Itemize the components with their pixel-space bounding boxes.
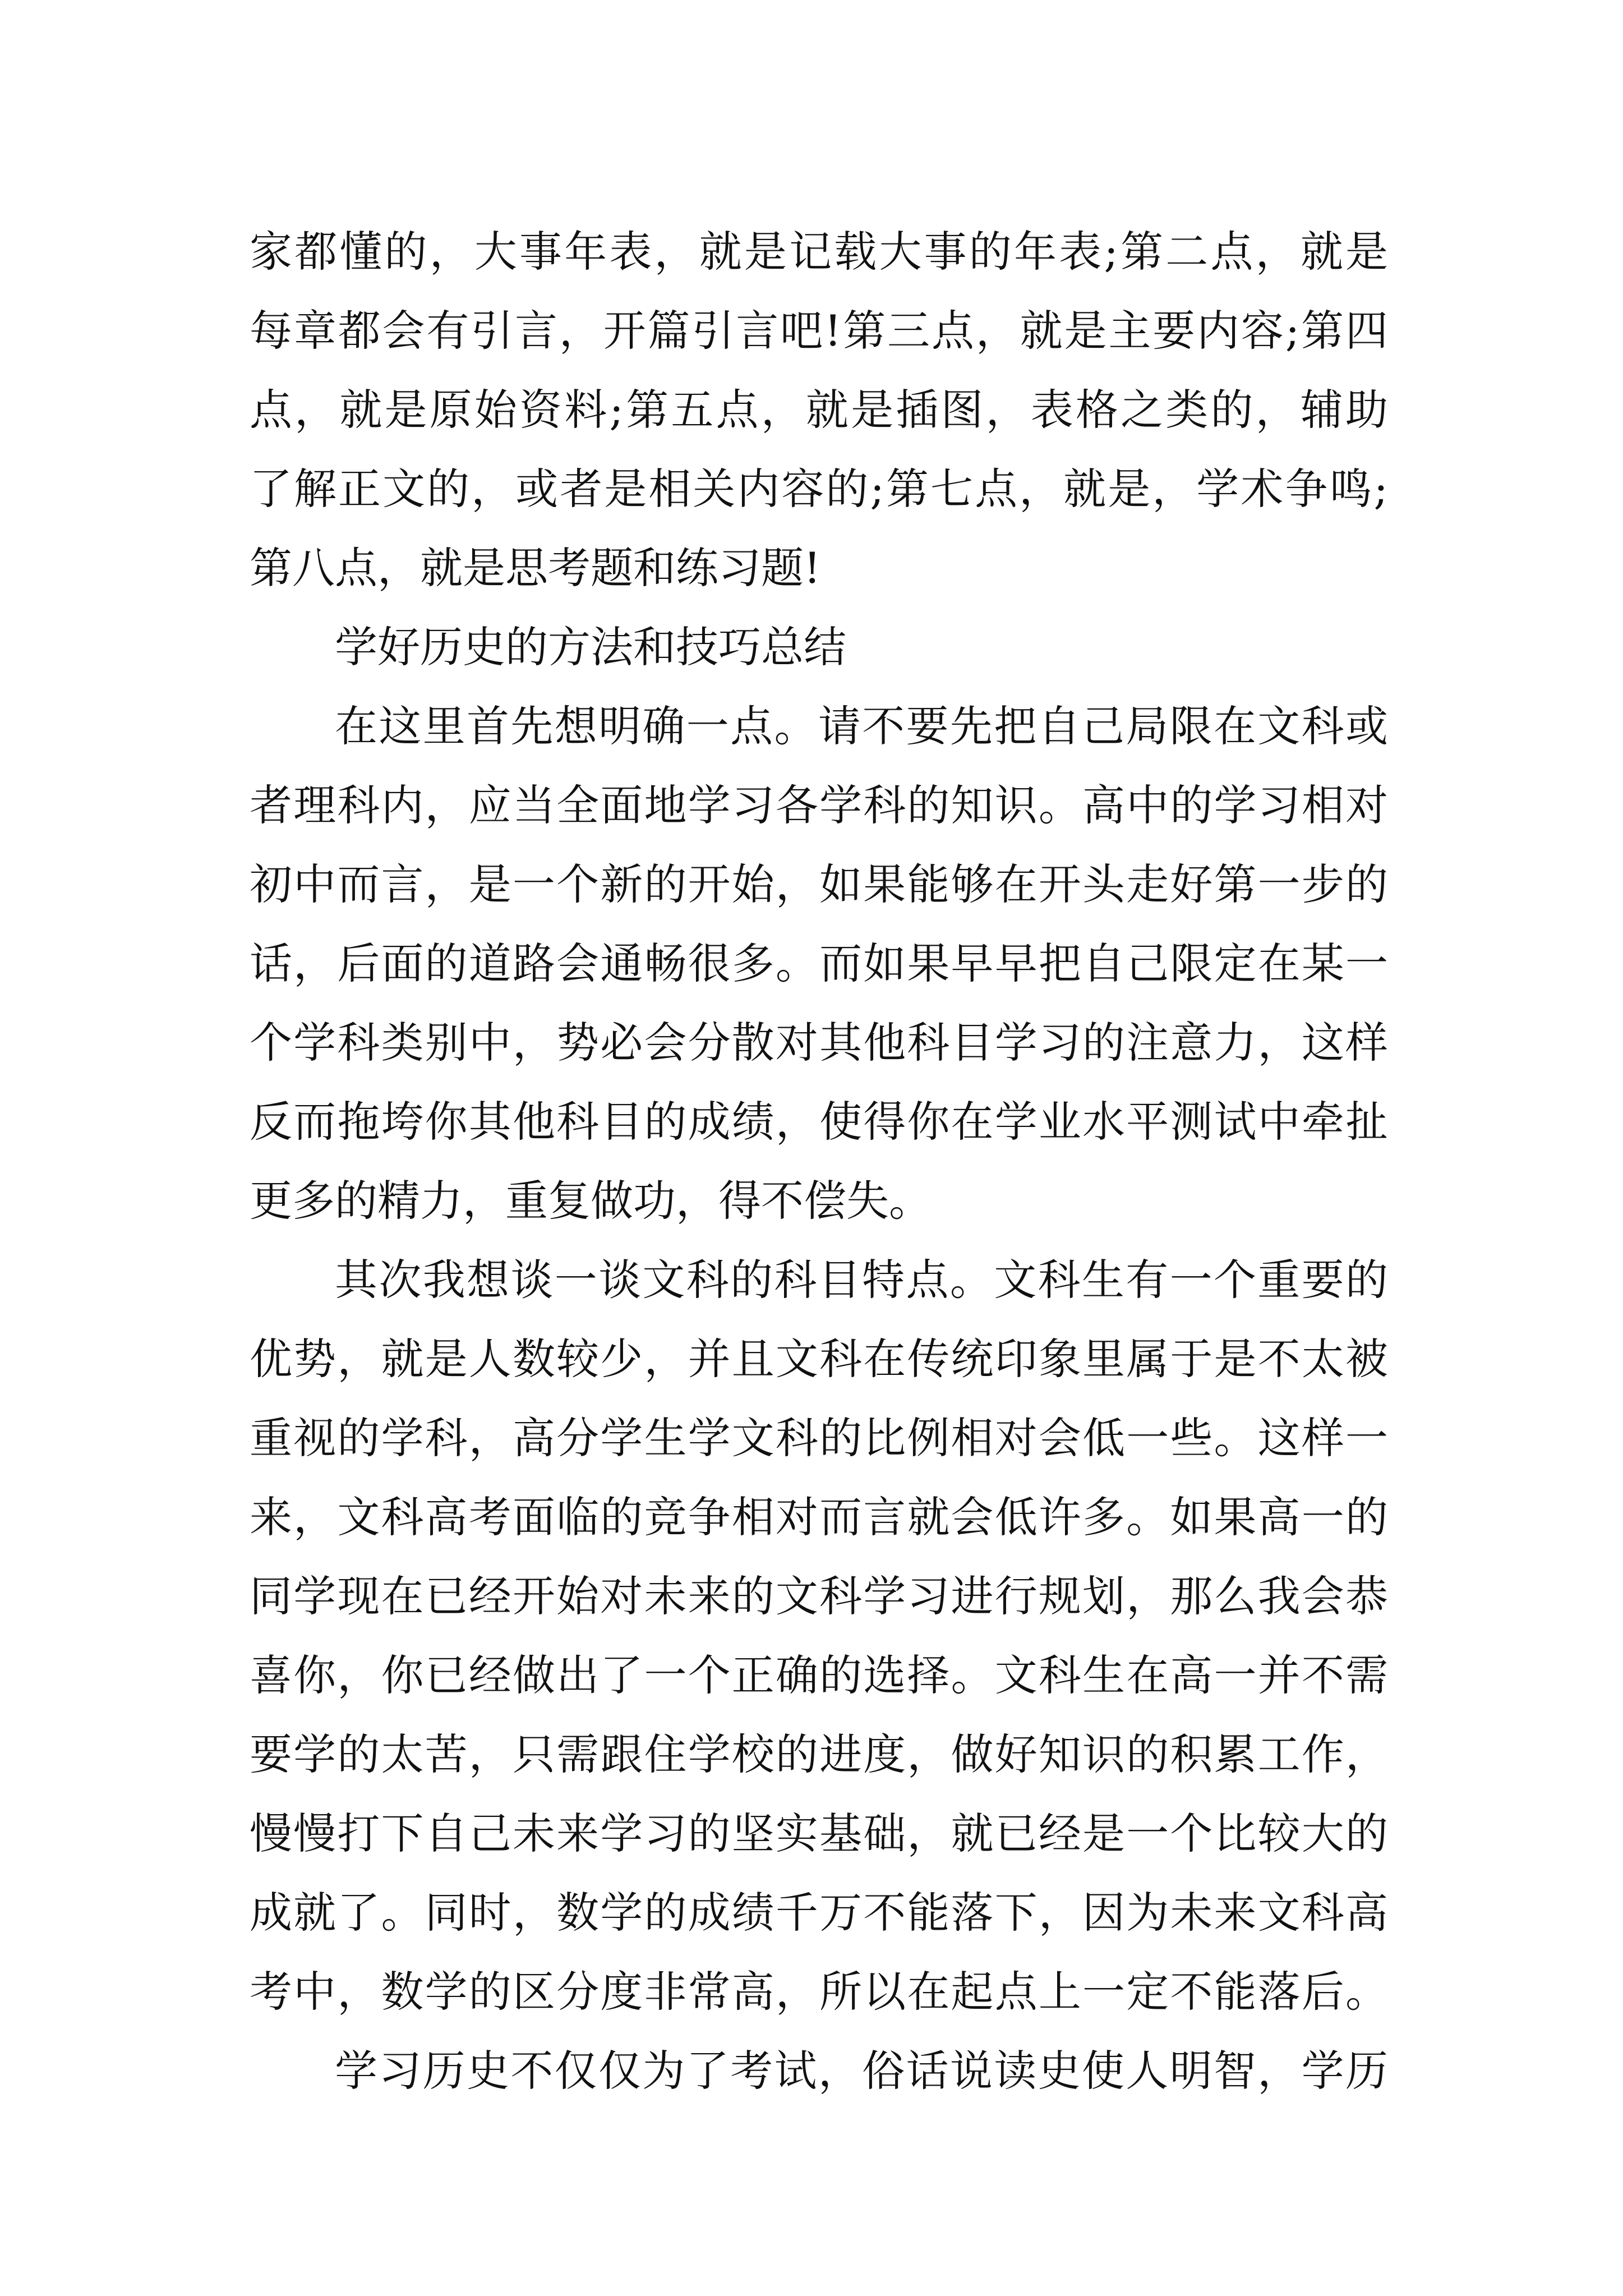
text-line: 其次我想谈一谈文科的科目特点。文科生有一个重要的 xyxy=(335,1255,1388,1305)
text-line: 慢慢打下自己未来学习的坚实基础，就已经是一个比较大的 xyxy=(250,1809,1388,1858)
text-line: 来，文科高考面临的竞争相对而言就会低许多。如果高一的 xyxy=(250,1492,1388,1542)
text-line: 考中，数学的区分度非常高，所以在起点上一定不能落后。 xyxy=(250,1967,1388,2017)
text-line: 学习历史不仅仅为了考试，俗话说读史使人明智，学历 xyxy=(335,2046,1388,2096)
text-line: 成就了。同时，数学的成绩千万不能落下，因为未来文科高 xyxy=(250,1888,1388,1938)
text-line: 学好历史的方法和技巧总结 xyxy=(335,622,846,672)
document-body xyxy=(250,212,1388,2110)
text-line: 喜你，你已经做出了一个正确的选择。文科生在高一并不需 xyxy=(250,1650,1388,1700)
text-line: 要学的太苦，只需跟住学校的进度，做好知识的积累工作， xyxy=(250,1729,1388,1779)
text-line: 点，就是原始资料;第五点，就是插图，表格之类的，辅助 xyxy=(250,385,1388,435)
text-line: 话，后面的道路会通畅很多。而如果早早把自己限定在某一 xyxy=(250,938,1388,988)
text-line: 者理科内，应当全面地学习各学科的知识。高中的学习相对 xyxy=(250,780,1388,830)
text-line: 同学现在已经开始对未来的文科学习进行规划，那么我会恭 xyxy=(250,1571,1388,1621)
text-line: 重视的学科，高分学生学文科的比例相对会低一些。这样一 xyxy=(250,1413,1388,1463)
text-line: 优势，就是人数较少，并且文科在传统印象里属于是不太被 xyxy=(250,1334,1388,1384)
text-line: 反而拖垮你其他科目的成绩，使得你在学业水平测试中牵扯 xyxy=(250,1097,1388,1147)
text-line: 个学科类别中，势必会分散对其他科目学习的注意力，这样 xyxy=(250,1018,1388,1068)
text-line: 初中而言，是一个新的开始，如果能够在开头走好第一步的 xyxy=(250,859,1388,909)
text-line: 更多的精力，重复做功，得不偿失。 xyxy=(250,1176,932,1226)
text-line: 家都懂的，大事年表，就是记载大事的年表;第二点，就是 xyxy=(250,227,1388,277)
text-line: 了解正文的，或者是相关内容的;第七点，就是，学术争鸣; xyxy=(250,464,1388,514)
text-line: 在这里首先想明确一点。请不要先把自己局限在文科或 xyxy=(335,701,1388,751)
text-line: 第八点，就是思考题和练习题! xyxy=(250,543,821,593)
text-line: 每章都会有引言，开篇引言吧!第三点，就是主要内容;第四 xyxy=(250,306,1388,356)
